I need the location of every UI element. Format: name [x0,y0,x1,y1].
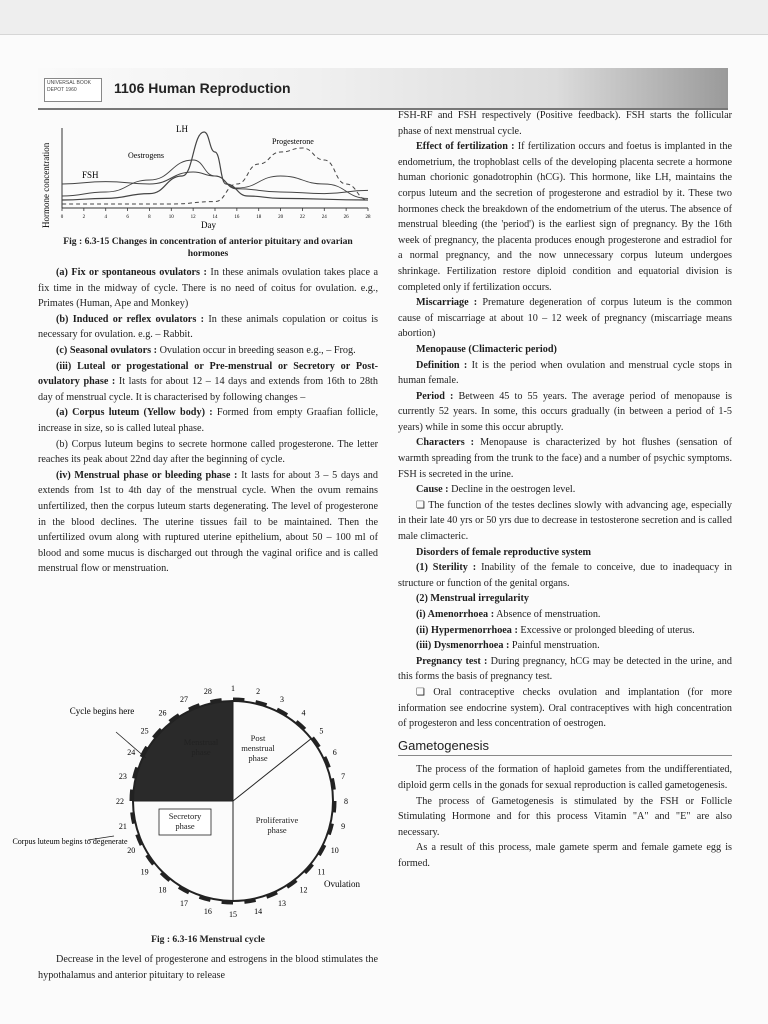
para-fertilization [398,139,732,295]
phase-label-line: phase [248,753,268,763]
term-induced-ovulators: (b) Induced or reflex ovulators : [56,313,205,325]
term-menstrual-phase: (iv) Menstrual phase or bleeding phase : [56,469,238,481]
cycle-ring-segment [244,900,255,902]
text-definition: It is the period when ovulation and menstrual cycle stops in human female. [398,359,733,387]
day-number: 20 [127,846,136,856]
checkbox-bullet-icon: ❏ [416,499,429,511]
x-tick-label: 6 [126,215,129,220]
day-number: 19 [140,867,149,877]
x-tick-label: 24 [321,215,327,220]
day-number: 14 [254,907,263,917]
x-tick-label: 0 [60,215,64,220]
day-number: 4 [301,708,306,718]
left-column-bottom [38,934,378,983]
day-number: 28 [203,686,212,696]
cycle-ring-segment [210,700,221,702]
day-number: 5 [319,726,324,736]
text-pregnancy-test: During pregnancy, hCG may be detected in the urine, and this forms the basis of pregnancy test. [398,655,732,683]
text-miscarriage: Premature degeneration of corpus luteum is the common cause of miscarriage at about 10 – 12 week of pregnancy (miscarriage means abortion) [398,297,732,340]
term-irregularity: (2) Menstrual irregularity [416,593,529,605]
right-column [398,108,732,872]
cycle-ring-segment [334,801,335,812]
day-number: 7 [341,771,346,781]
series-line-fsh [62,172,368,194]
cycle-ring-segment [233,699,244,700]
para-gametogenesis-def: The process of the formation of haploid gametes from the undifferentiated, diploid germ cells in the gonads for sexual reproduction is called gametogenesis. [398,764,732,791]
day-number: 13 [278,898,287,908]
phase-label-line: phase [175,821,195,831]
term-menopause: Menopause (Climacteric period) [416,343,557,355]
left-column [38,236,378,577]
menstrual-cycle-diagram [12,684,378,928]
term-period: Period : [416,390,454,402]
term-seasonal-ovulators: (c) Seasonal ovulators : [56,344,158,356]
x-tick-label: 22 [299,215,305,220]
para-oral-contraceptive [398,685,732,732]
term-luteal-phase: (iii) Luteal or progestational or Pre-menstrual or Secretory or Post-ovulatory phase : [38,360,378,388]
phase-label-line: Menstrual [183,737,219,747]
day-number: 24 [127,747,136,757]
cycle-ring-segment [132,812,134,823]
phase-label-post [241,733,275,763]
hormone-chart [38,116,378,234]
cycle-ring-segment [222,902,233,903]
para-miscarriage [398,295,732,342]
phase-label-line: Secretory [168,811,202,821]
para-gametogenesis-fsh: The process of Gametogenesis is stimulated by the FSH or Follicle Stimulating Hormone and for this process Vitamin "A" and "E" are also necessary. [398,795,732,838]
label-corpus-degenerate: Corpus luteum begins to degenerate [12,837,128,846]
day-number: 11 [317,867,326,877]
day-number: 6 [332,747,337,757]
secretory-sector [133,701,233,801]
day-number: 27 [179,695,188,705]
x-tick-label: 10 [168,215,174,220]
para-dysmenorrhoea [398,638,732,654]
x-tick-label: 8 [148,215,151,220]
para-testes [398,498,732,545]
heading-menopause [398,342,732,358]
para-sterility [398,560,732,591]
text-fertilization: If fertilization occurs and foetus is implanted in the endometrium, the trophoblast cells of the developing placenta secrete a hormone human chorionic gonadotrophin (hCG). This hormone, like LH, maintains the corpus luteum and the secretion of progesterone and estradiol by it. These two hormones check the breakdown of the endometrium of the uterus. The absence of menstrual bleeding (the 'period') is the earliest sign of pregnancy. By the 16th week of pregnancy, the placenta produces enough progesterone and estradiol for a normal pregnancy, and the now unnecessary corpus luteum undergoes shrinkage. Fertilization restore diploid condition and equatorial division is completed only if fertilization occurs. [398,141,733,293]
term-sterility: (1) Sterility : [416,562,477,574]
term-fertilization: Effect of fertilization : [416,141,515,153]
label-lh: LH [176,124,188,134]
day-number: 16 [203,907,212,917]
term-definition: Definition : [416,359,468,371]
text-cause: Decline in the oestrogen level. [448,484,576,496]
chart-ylabel: Hormone concentration [41,142,51,228]
term-amenorrhoea: (i) Amenorrhoea : [416,609,495,620]
phase-label-proliferative [256,815,299,835]
publisher-logo: UNIVERSAL BOOK DEPOT 1960 [44,78,102,102]
x-tick-label: 2 [82,215,86,220]
day-number: 18 [158,885,167,895]
cycle-ring-segment [332,778,334,789]
section-heading-gametogenesis: Gametogenesis [398,738,732,757]
text-amenorrhoea: Absence of menstruation. [494,609,601,620]
text-seasonal-ovulators: Ovulation occur in breeding season e.g., – Frog. [157,344,356,356]
term-fix-ovulators: (a) Fix or spontaneous ovulators : [56,267,207,278]
x-tick-label: 28 [365,215,371,220]
label-fsh: FSH [82,170,99,180]
day-number: 17 [179,898,188,908]
cycle-ring-segment [131,790,132,801]
para-decrease-progesterone: Decrease in the level of progesterone and estrogens in the blood stimulates the hypothalamus and anterior pituitary to release [38,954,378,981]
phase-label-line: phase [267,825,287,835]
para-menstrual-phase [38,468,378,577]
term-dysmenorrhoea: (iii) Dysmenorrhoea : [416,640,510,652]
para-pregnancy-test [398,654,732,685]
text-luteal-phase: It lasts for about 12 – 14 days and extends from 16th to 28th day of menstrual cycle. It is characterised by following changes – [38,376,378,403]
page-header [38,68,728,110]
para-progesterone: (b) Corpus luteum begins to secrete hormone called progesterone. The letter reaches its peak about 22nd day after the beginning of cycle. [38,438,378,466]
para-definition [398,358,732,389]
day-number: 12 [299,885,308,895]
phase-label-line: menstrual [241,743,275,753]
day-number: 3 [280,695,285,705]
day-number: 15 [229,910,237,919]
x-tick-label: 20 [278,215,284,220]
phase-label-line: Post [250,733,266,743]
day-number: 23 [118,771,127,781]
para-luteal-phase [38,359,378,406]
term-characters: Characters : [416,437,475,449]
x-tick-label: 26 [343,215,349,220]
para-period [398,389,732,436]
phase-label-line: Proliferative [255,815,299,825]
term-cause: Cause : [416,484,449,496]
series-line-oestrogens [62,160,368,198]
x-tick-label: 18 [256,215,262,220]
para-seasonal-ovulators [38,343,378,359]
label-oestrogens: Oestrogens [128,151,164,160]
para-induced-ovulators [38,312,378,343]
day-number: 2 [256,686,261,696]
series-line-lh [62,132,368,200]
term-hypermenorrhoea: (ii) Hypermenorrhoea : [416,624,518,636]
para-amenorrhoea [398,607,732,623]
day-number: 25 [140,726,149,736]
text-oral-contraceptive: Oral contraceptive checks ovulation and implantation (for more information see endocrine system). Oral contraceptives with high concentration of progesteron and less concentration of oestrogen. [398,686,732,730]
x-tick-label: 4 [104,215,107,220]
text-sterility: Inability of the female to conceive, due to inadequacy in structure or function of the genital organs. [398,562,732,589]
day-number: 8 [344,797,348,806]
day-number: 9 [341,822,346,832]
term-disorders: Disorders of female reproductive system [416,546,592,558]
heading-disorders [398,545,732,561]
text-fix-ovulators: In these animals ovulation takes place a fix time in the midway of cycle. There is no need of coitus for ovulation. e.g., Primates (Human, Ape and Monkey) [38,267,378,310]
text-menstrual-phase: It lasts for about 3 – 5 days and extends from 1st to 4th day of the menstrual cycle. When the ovum remains unfertilized, then the corpus luteum starts degenerating. The level of progesterone in the blood declines. The uterine tissues fail to be maintained. Then the unfertilized ovum along with ruptured uterine epithelium, about 50 – 100 ml of blood and some mucus is discharged out through the vaginal orifice and is called menstrual flow or menstruation. [38,469,378,575]
top-band [0,0,768,35]
x-tick-label: 14 [212,215,218,220]
para-fsh-rf: FSH-RF and FSH respectively (Positive feedback). FSH starts the follicular phase of next menstrual cycle. [398,110,732,137]
text-period: Between 45 to 55 years. The average period of menopause is currently 52 years. In some, this occurs gradually (in between a period of 1-5 years) while in some this occur abruptly. [398,390,732,433]
heading-irregularity [398,591,732,607]
label-ovulation: Ovulation [324,879,360,889]
para-characters [398,435,732,482]
label-cycle-begins: Cycle begins here [69,706,135,716]
term-pregnancy-test: Pregnancy test : [416,655,488,667]
text-induced-ovulators: In these animals copulation or coitus is necessary for ovulation. e.g. – Rabbit. [38,313,378,341]
text-hypermenorrhoea: Excessive or prolonged bleeding of uterus. [517,624,695,636]
chart-xlabel: Day [201,220,216,230]
day-number: 1 [231,684,235,693]
day-number: 22 [116,797,124,806]
x-tick-label: 16 [234,215,240,220]
para-gametes-formed: As a result of this process, male gamete sperm and female gamete egg is formed. [398,842,732,869]
text-characters: Menopause is characterized by hot flushes (sensation of warmth spreading from the trunk to the face) and a number of psychic symptoms. FSH is secreted in the urine. [398,437,733,480]
text-testes: The function of the testes declines slowly with advancing age, especially in their late 40 yrs or 50 yrs due to decrease in testosterone secretion and is called male climacteric. [398,499,732,543]
fig1-caption: Fig : 6.3-15 Changes in concentration of anterior pituitary and ovarian hormones [63,236,353,259]
term-miscarriage: Miscarriage : [416,297,478,309]
x-tick-label: 12 [190,215,196,220]
term-corpus-luteum: (a) Corpus luteum (Yellow body) : [56,407,213,419]
text-dysmenorrhoea: Painful menstruation. [509,640,600,652]
text-corpus-luteum: Formed from empty Graafian follicle, increase in size, so is called luteal phase. [38,407,378,434]
phase-label-line: phase [191,747,211,757]
checkbox-bullet-icon: ❏ [416,686,434,698]
phase-label-secretory [159,809,211,835]
para-hypermenorrhoea [398,623,732,639]
fig2-caption: Fig : 6.3-16 Menstrual cycle [151,934,265,945]
para-fix-ovulators [38,265,378,312]
para-cause [398,482,732,498]
day-number: 10 [330,846,339,856]
label-progesterone: Progesterone [272,137,314,146]
day-number: 26 [158,708,167,718]
para-corpus-luteum [38,405,378,436]
page-title: 1106 Human Reproduction [114,80,291,96]
day-number: 21 [118,822,127,832]
